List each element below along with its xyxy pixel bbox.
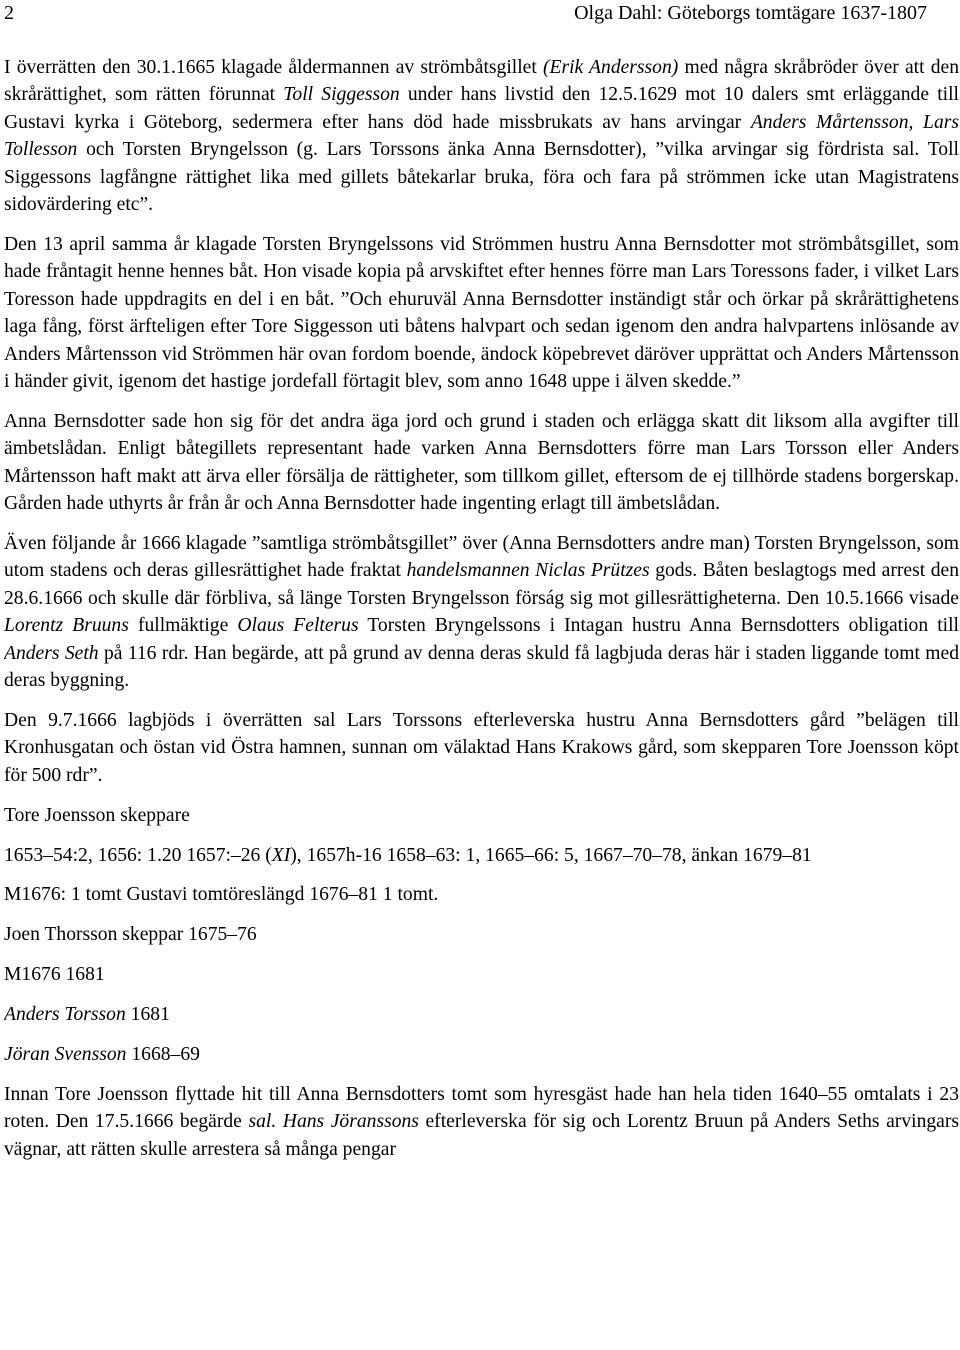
text-run: Den 9.7.1666 lagbjöds i överrätten sal Lars Torssons efterleverska hustru Anna Bernsdotters gård ”belägen till Kronhusgatan och östan vid Östra hamnen, sunnan om välaktad Hans Krakows gård, som skepparen Tore Joensson köpt för 500 rdr”. [4,709,959,786]
text-run: och Torsten Bryngelsson (g. Lars Torssons änka Anna Bernsdotter), ”vilka arvingar sig fördrista sal. Toll Siggessons lagfångne rättighet lika med gillets båtekarlar bruka, föra och fara på strömmen icke utan Magistratens sidovärdering etc”. [4,139,959,216]
text-run: ), 1657h-16 1658–63: 1, 1665–66: 5, 1667–70–78, änkan 1679–81 [290,844,812,866]
paragraph [4,408,959,518]
text-run: Joen Thorsson skeppar 1675–76 [4,924,257,946]
italic-text: Anders Mårtensson, Lars Tollesson [4,111,959,161]
italic-text: Lorentz Bruuns [4,615,129,637]
text-run: på 116 rdr. Han begärde, att på grund av denna deras skuld få lagbjuda deras här i staden liggande tomt med deras byggning. [4,642,959,692]
italic-text: Toll Siggesson [283,84,400,106]
text-run: 1668–69 [126,1044,200,1066]
italic-text: sal. [248,1111,277,1133]
paragraph [4,1001,959,1028]
text-run: efterleverska för sig och Lorentz Bruun på Anders Seths arvingars vägnar, att rätten skulle arrestera så många pengar [4,1111,959,1160]
running-header [4,0,959,26]
text-run: M1676: 1 tomt Gustavi tomtöreslängd 1676–81 1 tomt. [4,884,439,906]
italic-text: Anders Torsson [4,1004,126,1026]
paragraph [4,961,959,988]
text-run: Även följande år 1666 klagade ”samtliga strömbåtsgillet” över (Anna Bernsdotters andre man) Torsten Bryngelsson, som utom stadens och deras gillesrättighet hade fraktat [4,533,959,582]
document-page [4,0,959,1350]
italic-text: Anders Seth [4,642,99,664]
paragraph [4,1041,959,1068]
text-run: fullmäktige [128,615,238,637]
text-run: 1653–54:2, 1656: 1.20 1657:–26 ( [4,844,272,866]
text-run: Innan Tore Joensson flyttade hit till Anna Bernsdotters tomt som hyresgäst hade han hela tiden 1640–55 omtalats i 23 roten. Den 17.5.1666 begärde [4,1084,959,1133]
body-text [4,54,959,1163]
paragraph [4,842,959,869]
text-run: med några skråbröder över att den skrårättighet, som rätten förunnat [4,57,959,106]
paragraph [4,54,959,218]
text-run: under hans livstid den 12.5.1629 mot 10 dalers smt erläggande till Gustavi kyrka i Göteborg, sedermera efter hans död hade missbrukats av hans arvingar [4,84,959,133]
text-run: M1676 1681 [4,964,105,986]
text-run: I överrätten den 30.1.1665 klagade åldermannen av strömbåtsgillet [4,57,543,78]
paragraph [4,802,959,829]
italic-text: Jöran Svensson [4,1044,127,1066]
paragraph [4,881,959,908]
italic-text: Olaus Felterus [237,615,359,637]
paragraph [4,1081,959,1163]
page-number: 2 [4,2,14,24]
paragraph [4,921,959,948]
paragraph [4,231,959,395]
paragraph [4,530,959,694]
text-run: Torsten Bryngelssons i Intagan hustru Anna Bernsdotters obligation till [358,615,959,637]
text-run: Den 13 april samma år klagade Torsten Bryngelssons vid Strömmen hustru Anna Bernsdotter mot strömbåtsgillet, som hade fråntagit henne hennes båt. Hon visade kopia på arvskiftet efter hennes förre man Lars Toressons fader, i vilket Lars Toresson hade uppdragits en del i en båt. ”Och ehuruväl Anna Bernsdotter inständigt står och örkar på skrårättighetens laga fång, först ärfteligen efter Tore Siggesson uti båtens halvpart och sedan igenom den andra halvpartens inlösande av Anders Mårtensson vid Strömmen här ovan fordom boende, ändock köpebrevet däröver upprättat och Anders Mårtensson i händer givit, igenom det hastige jordefall förtagit blev, som anno 1648 uppe i älven skedde.” [4,233,959,392]
italic-text: (Erik Andersson) [542,57,679,78]
text-run [276,1111,283,1132]
text-run: 1681 [125,1004,170,1026]
italic-text: Hans Jöranssons [282,1111,419,1133]
italic-text: handelsmannen Niclas Prützes [406,560,650,582]
paragraph [4,707,959,789]
italic-text: XI [271,844,291,866]
running-title: Olga Dahl: Göteborgs tomtägare 1637-1807 [574,2,927,24]
text-run: Anna Bernsdotter sade hon sig för det andra äga jord och grund i staden och erlägga skatt dit liksom alla avgifter till ämbetslådan. Enligt båtegillets representant hade varken Anna Bernsdotters förre man Lars Torsson eller Anders Mårtensson haft makt att ärva eller försälja de rättigheter, som tillkom gillet, eftersom de ej tillhörde stadens borgerskap. Gården hade uthyrts år från år och Anna Bernsdotter hade ingenting erlagt till ämbetslådan. [4,410,959,515]
text-run: gods. Båten beslagtogs med arrest den 28.6.1666 och skulle där förbliva, så länge Torsten Bryngelsson förság sig mot gillesrättigheterna. Den 10.5.1666 visade [4,560,959,609]
text-run: Tore Joensson skeppare [4,804,190,826]
